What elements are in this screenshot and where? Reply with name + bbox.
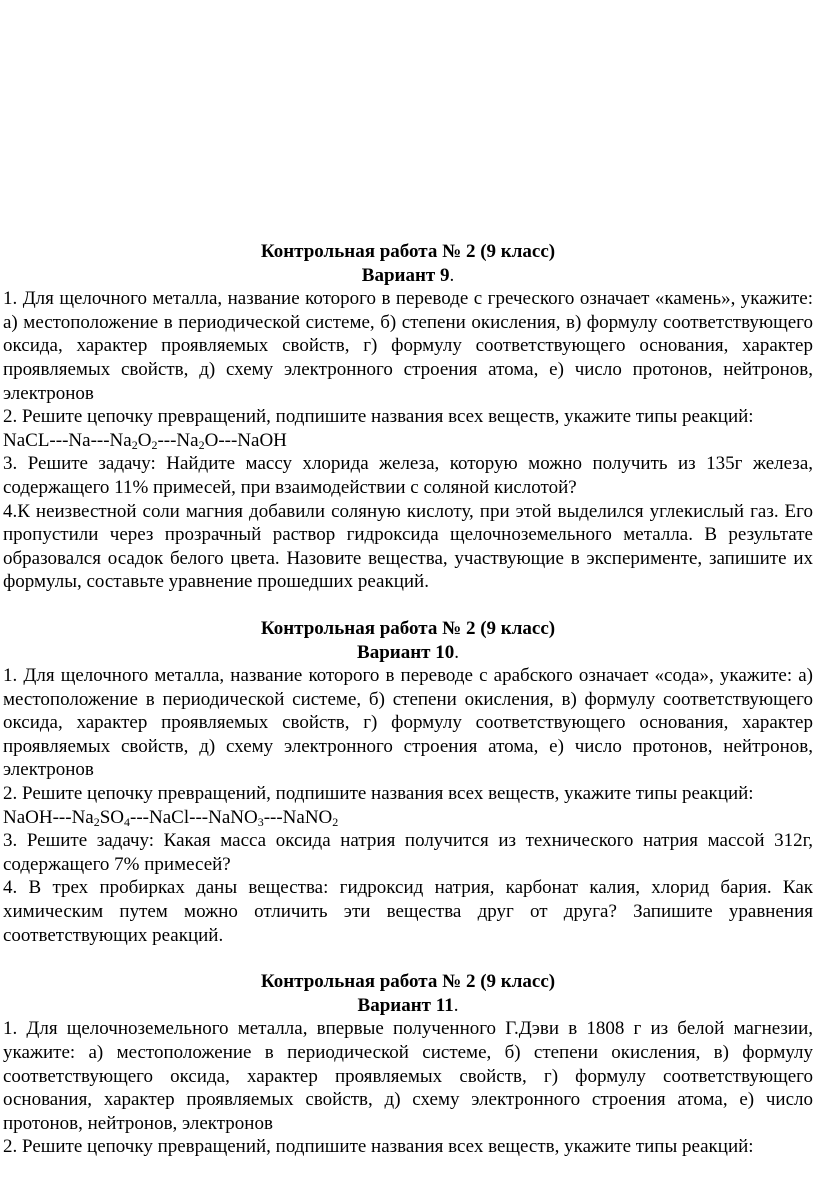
- reaction-chain: NaCL-$--Na---Na_2O_2---Na_2O--$-NaOH: [3, 429, 287, 452]
- document-page: [0, 240, 816, 1159]
- variant-dot: .: [449, 264, 455, 286]
- question-1: 1. Для щелочного металла, название которого в переводе с арабского означает «сода», укажите: а) местоположение в периодической системе, б) степени окисления, в) формулу соответствующего оксида, характер проявляемых свойств, г) формулу соответствующего основания, характер проявляемых свойств, д) схему электронного строения атома, е) число протонов, нейтронов, электронов: [3, 665, 813, 781]
- question-3: 3. Решите задачу: Какая масса оксида натрия получится из технического натрия массой 312г, содержащего 7% примесей?: [3, 830, 813, 875]
- variant-label: Вариант 9: [361, 264, 450, 286]
- section-variant-11: [3, 970, 813, 1159]
- question-2: 2. Решите цепочку превращений, подпишите названия всех веществ, укажите типы реакций:: [3, 1136, 754, 1158]
- question-4: 4. В трех пробирках даны вещества: гидроксид натрия, карбонат калия, хлорид бария. Как химическим путем можно отличить эти вещества друг от друга? Запишите уравнения соответствующих реакций.: [3, 877, 813, 946]
- variant-heading: [3, 641, 813, 665]
- section-title: Контрольная работа № 2 (9 класс): [260, 971, 556, 993]
- variant-heading: [3, 264, 813, 288]
- section-title: Контрольная работа № 2 (9 класс): [260, 241, 556, 262]
- section-title: Контрольная работа № 2 (9 класс): [260, 617, 556, 639]
- question-1: 1. Для щелочноземельного металла, впервые полученного Г.Дэви в 1808 г из белой магнезии, укажите: а) местоположение в периодической системе, б) степени окисления, в) формулу соответствующего оксида, характер проявляемых свойств, г) формулу соответствующего основания, характер проявляемых свойств, д) схему электронного строения атома, е) число протонов, нейтронов, электронов: [3, 1018, 813, 1134]
- question-2: 2. Решите цепочку превращений, подпишите названия всех веществ, укажите типы реакций:: [3, 406, 754, 428]
- question-1: 1. Для щелочного металла, название которого в переводе с греческого означает «камень», укажите: а) местоположение в периодической системе, б) степени окисления, в) формулу соответствующего оксида, характер проявляемых свойств, г) формулу соответствующего основания, характер проявляемых свойств, д) схему электронного строения атома, е) число протонов, нейтронов, электронов: [3, 288, 813, 404]
- variant-label: Вариант 10: [357, 641, 455, 663]
- question-4: 4.К неизвестной соли магния добавили соляную кислоту, при этой выделился углекислый газ. Его пропустили через прозрачный раствор гидроксида щелочноземельного металла. В результате образовался осадок белого цвета. Назовите вещества, участвующие в эксперименте, запишите их формулы, составьте уравнение прошедших реакций.: [3, 500, 813, 593]
- variant-label: Вариант 11: [357, 994, 454, 1016]
- variant-dot: .: [454, 641, 459, 663]
- question-3: 3. Решите задачу: Найдите массу хлорида железа, которую можно получить из 135г железа, содержащего 11% примесей, при взаимодействии с соляной кислотой?: [3, 453, 813, 498]
- variant-dot: .: [453, 994, 459, 1016]
- section-variant-10: [3, 617, 813, 947]
- section-variant-9: [3, 240, 813, 594]
- question-2: 2. Решите цепочку превращений, подпишите названия всех веществ, укажите типы реакций:: [3, 783, 754, 805]
- reaction-chain: NaOH-$--Na_2SO_4---NaCl---NaNO_3---NaNO_2$: [3, 806, 339, 829]
- variant-heading: [3, 994, 813, 1018]
